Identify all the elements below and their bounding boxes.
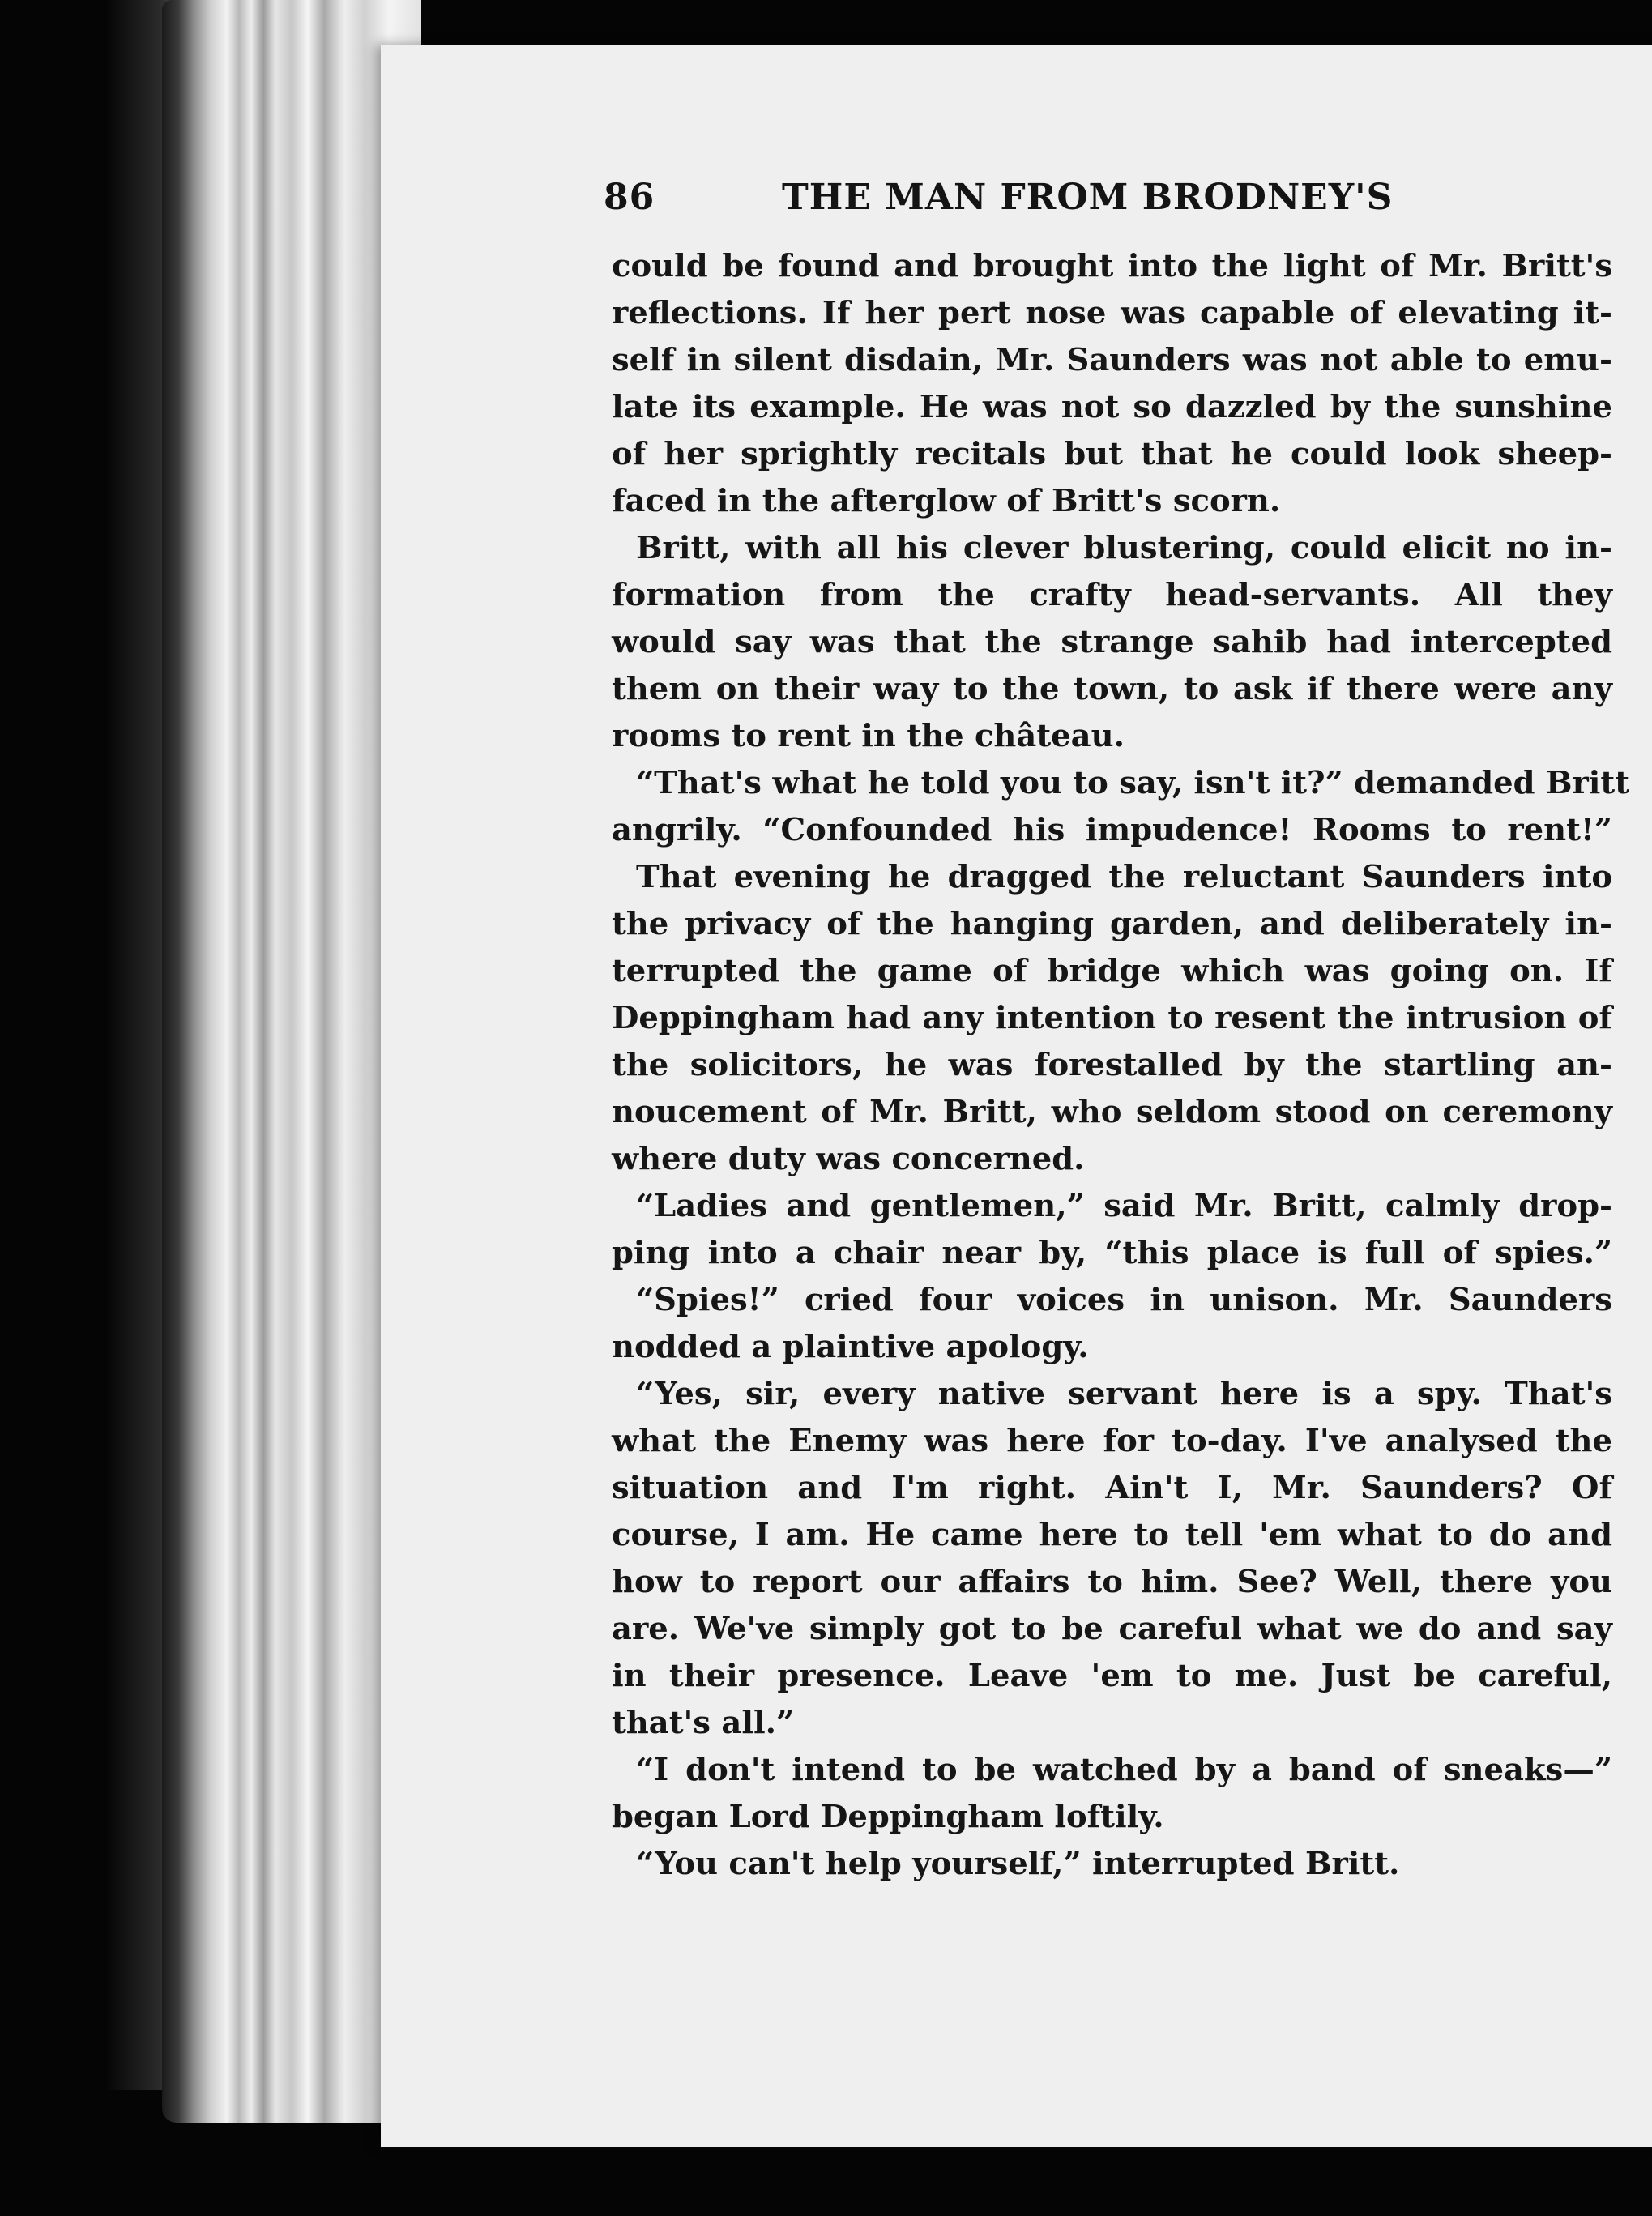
text-line: would say was that the strange sahib had intercepted [612, 624, 1612, 660]
text-line: how to report our affairs to him. See? Well, there you [612, 1564, 1612, 1600]
text-line: noucement of Mr. Britt, who seldom stood on ceremony [612, 1094, 1612, 1130]
text-line: faced in the afterglow of Britt's scorn. [612, 483, 1281, 519]
text-line: situation and I'm right. Ain't I, Mr. Saunders? Of [612, 1470, 1612, 1506]
text-line: ping into a chair near by, “this place is full of spies.” [612, 1235, 1612, 1271]
text-line: angrily. “Confounded his impudence! Rooms to rent!” [612, 812, 1612, 848]
text-line: what the Enemy was here for to-day. I've analysed the [612, 1423, 1612, 1459]
text-line: self in silent disdain, Mr. Saunders was not able to emu- [612, 342, 1612, 378]
text-line: nodded a plaintive apology. [612, 1329, 1089, 1365]
running-title: THE MAN FROM BRODNEY'S [782, 177, 1394, 218]
text-line: “That's what he told you to say, isn't it?” demanded Britt [636, 765, 1630, 801]
text-line: “Ladies and gentlemen,” said Mr. Britt, calmly drop- [636, 1188, 1612, 1224]
text-line: rooms to rent in the château. [612, 718, 1125, 754]
page-header [604, 170, 1633, 227]
text-line: the solicitors, he was forestalled by the startling an- [612, 1047, 1612, 1083]
text-line: That evening he dragged the reluctant Saunders into [636, 859, 1612, 895]
page-number: 86 [604, 177, 655, 218]
text-line: could be found and brought into the light of Mr. Britt's [612, 248, 1612, 284]
body-text [612, 243, 1630, 1888]
text-line: of her sprightly recitals but that he could look sheep- [612, 436, 1612, 472]
text-line: them on their way to the town, to ask if there were any [612, 671, 1612, 707]
text-line: “Yes, sir, every native servant here is a spy. That's [636, 1376, 1612, 1412]
text-line: that's all.” [612, 1705, 795, 1741]
text-line: where duty was concerned. [612, 1141, 1085, 1177]
text-line: “You can't help yourself,” interrupted Britt. [636, 1846, 1400, 1882]
text-line: Deppingham had any intention to resent the intrusion of [612, 1000, 1612, 1036]
text-line: formation from the crafty head-servants. All they [612, 577, 1612, 613]
text-line: reflections. If her pert nose was capable of elevating it- [612, 295, 1612, 331]
text-line: course, I am. He came here to tell 'em what to do and [612, 1517, 1612, 1553]
text-line: began Lord Deppingham loftily. [612, 1799, 1164, 1835]
text-line: the privacy of the hanging garden, and deliberately in- [612, 906, 1612, 942]
text-line: Britt, with all his clever blustering, could elicit no in- [636, 530, 1612, 566]
text-line: late its example. He was not so dazzled by the sunshine [612, 389, 1612, 425]
text-line: are. We've simply got to be careful what we do and say [612, 1611, 1612, 1647]
text-line: terrupted the game of bridge which was going on. If [612, 953, 1612, 989]
text-line: “Spies!” cried four voices in unison. Mr. Saunders [636, 1282, 1612, 1318]
text-line: in their presence. Leave 'em to me. Just be careful, [612, 1658, 1612, 1694]
text-line: “I don't intend to be watched by a band of sneaks—” [636, 1752, 1612, 1788]
